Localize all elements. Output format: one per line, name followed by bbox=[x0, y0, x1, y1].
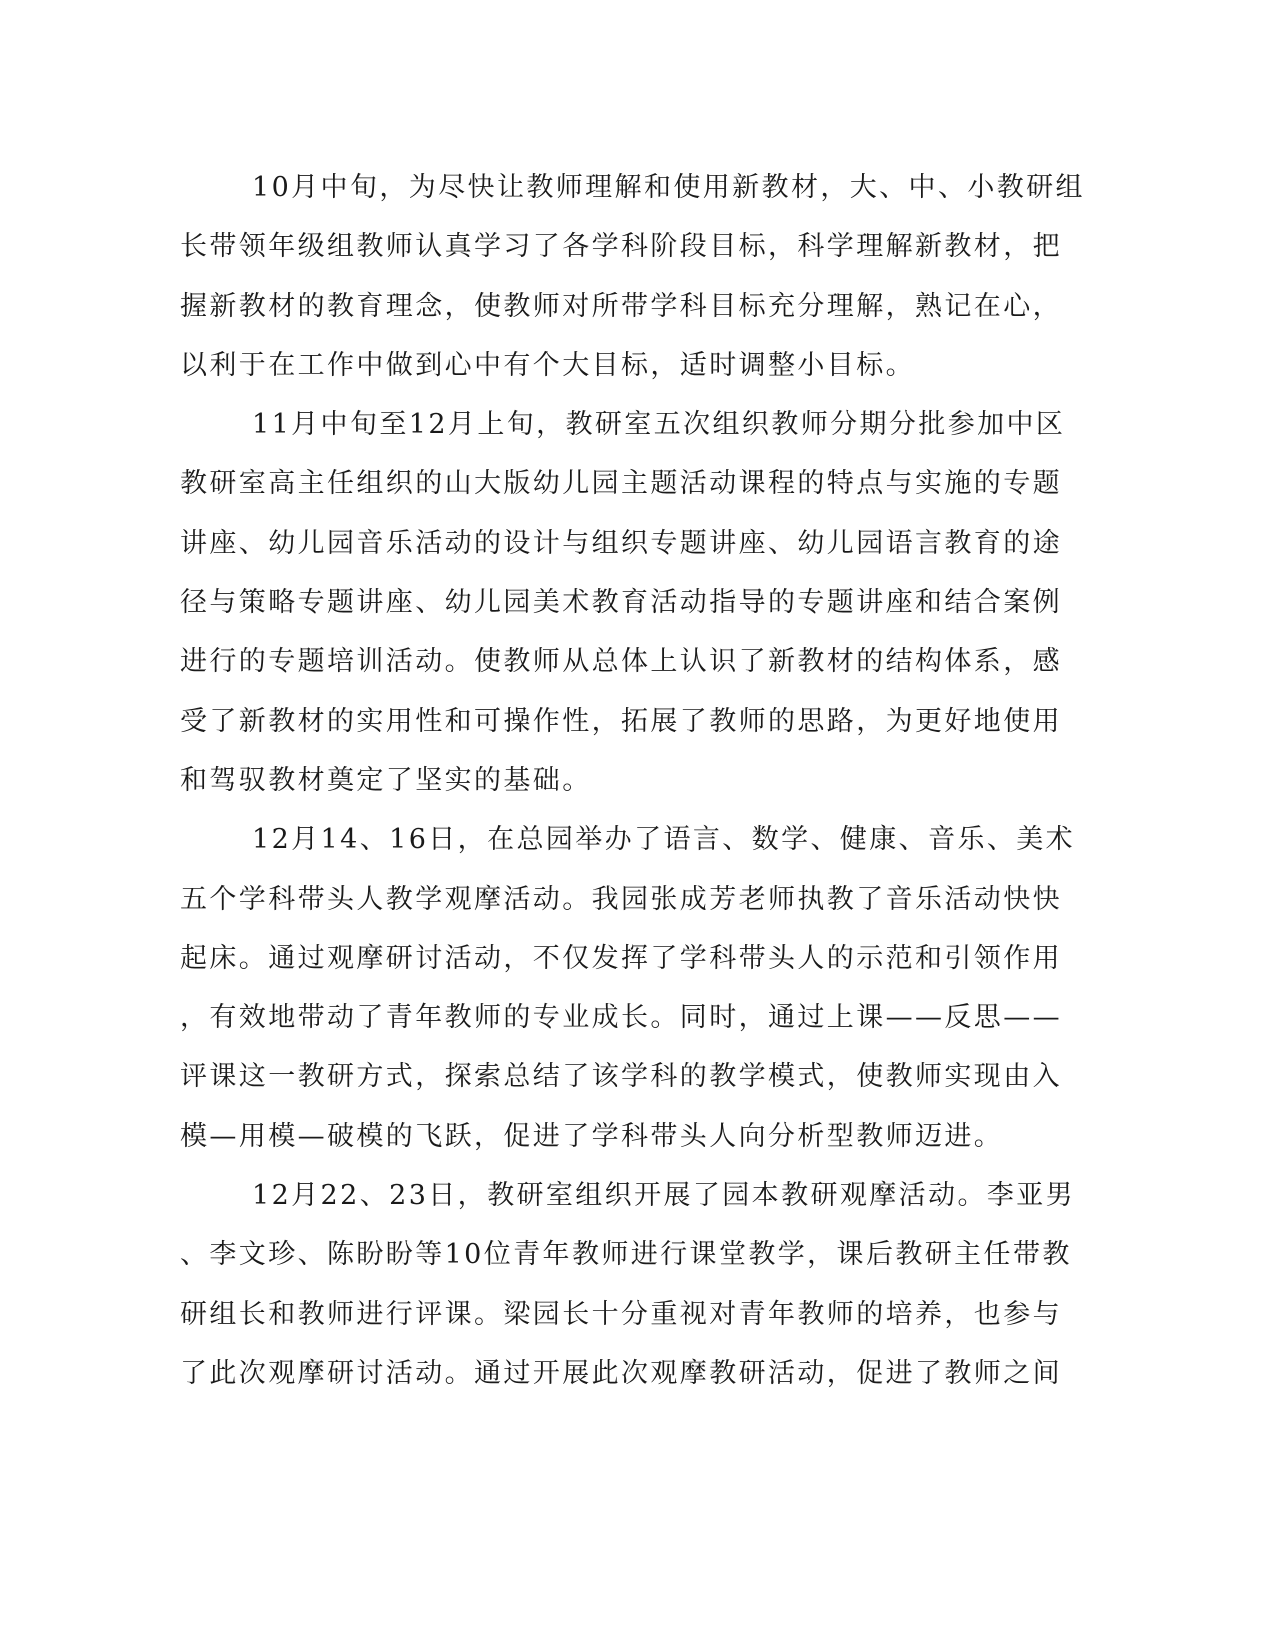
text-line: 11月中旬至12月上旬，教研室五次组织教师分期分批参加中区 bbox=[252, 409, 1066, 441]
text-line: 五个学科带头人教学观摩活动。我园张成芳老师执教了音乐活动快快 bbox=[180, 883, 1062, 915]
text-line: 了此次观摩研讨活动。通过开展此次观摩教研活动，促进了教师之间 bbox=[180, 1357, 1062, 1389]
text-line: 、李文珍、陈盼盼等10位青年教师进行课堂教学，课后教研主任带教 bbox=[180, 1239, 1072, 1271]
text-line: 10月中旬，为尽快让教师理解和使用新教材，大、中、小教研组 bbox=[252, 172, 1085, 203]
document-body bbox=[180, 158, 1085, 1403]
text-line: 研组长和教师进行评课。梁园长十分重视对青年教师的培养，也参与 bbox=[180, 1298, 1062, 1330]
text-line: 起床。通过观摩研讨活动，不仅发挥了学科带头人的示范和引领作用 bbox=[180, 942, 1062, 974]
paragraph-3 bbox=[180, 810, 1076, 1166]
text-line: 评课这一教研方式，探索总结了该学科的教学模式，使教师实现由入 bbox=[180, 1061, 1062, 1093]
text-line: ，有效地带动了青年教师的专业成长。同时，通过上课——反思—— bbox=[180, 1002, 1062, 1034]
text-line: 12月22、23日，教研室组织开展了园本教研观摩活动。李亚男 bbox=[252, 1180, 1076, 1212]
text-line: 和驾驭教材奠定了坚实的基础。 bbox=[180, 764, 592, 796]
text-line: 受了新教材的实用性和可操作性，拓展了教师的思路，为更好地使用 bbox=[180, 705, 1062, 737]
paragraph-2 bbox=[180, 395, 1066, 810]
text-line: 握新教材的教育理念，使教师对所带学科目标充分理解，熟记在心， bbox=[180, 290, 1062, 322]
paragraph-1 bbox=[180, 158, 1085, 395]
text-line: 模—用模—破模的飞跃，促进了学科带头人向分析型教师迈进。 bbox=[180, 1120, 1004, 1152]
text-line: 12月14、16日，在总园举办了语言、数学、健康、音乐、美术 bbox=[252, 824, 1076, 856]
text-line: 进行的专题培训活动。使教师从总体上认识了新教材的结构体系，感 bbox=[180, 646, 1062, 678]
text-line: 讲座、幼儿园音乐活动的设计与组织专题讲座、幼儿园语言教育的途 bbox=[180, 527, 1062, 559]
text-line: 教研室高主任组织的山大版幼儿园主题活动课程的特点与实施的专题 bbox=[180, 468, 1062, 500]
text-line: 长带领年级组教师认真学习了各学科阶段目标，科学理解新教材，把 bbox=[180, 231, 1062, 263]
text-line: 径与策略专题讲座、幼儿园美术教育活动指导的专题讲座和结合案例 bbox=[180, 587, 1062, 619]
text-line: 以利于在工作中做到心中有个大目标，适时调整小目标。 bbox=[180, 349, 915, 381]
paragraph-4 bbox=[180, 1166, 1076, 1403]
